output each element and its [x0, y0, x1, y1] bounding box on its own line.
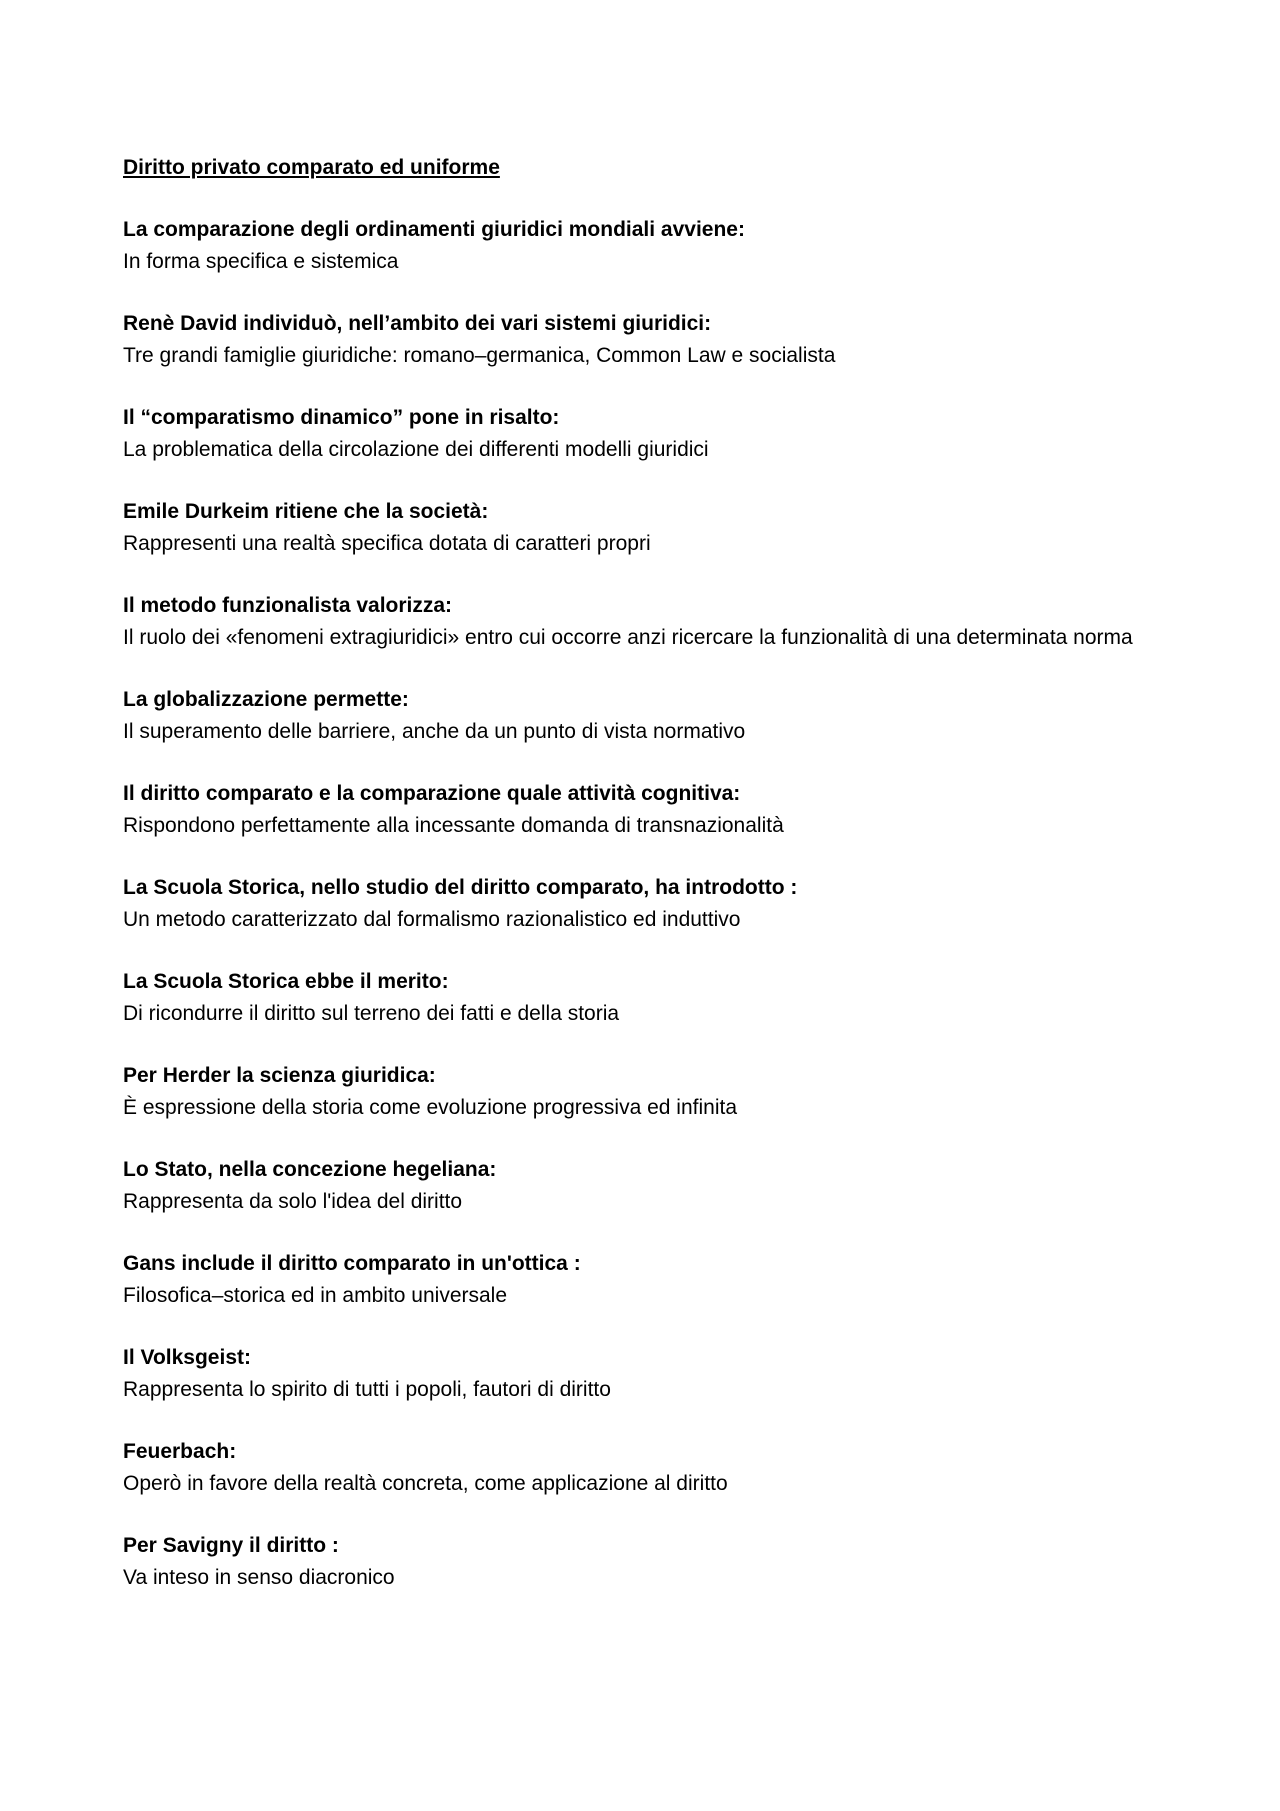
question-text: La comparazione degli ordinamenti giuridici mondiali avviene: — [123, 218, 745, 241]
qa-item — [123, 1342, 1163, 1406]
question-text: Feuerbach: — [123, 1440, 237, 1463]
answer-text: Rispondono perfettamente alla incessante domanda di transnazionalità — [123, 814, 784, 837]
answer-text: È espressione della storia come evoluzione progressiva ed infinita — [123, 1096, 738, 1119]
document-title: Diritto privato comparato ed uniforme — [123, 156, 500, 179]
qa-item — [123, 590, 1163, 654]
question-text: Per Herder la scienza giuridica: — [123, 1064, 436, 1087]
question-text: Il metodo funzionalista valorizza: — [123, 594, 453, 617]
document-page — [123, 152, 1163, 1624]
question-text: Gans include il diritto comparato in un'ottica : — [123, 1252, 581, 1275]
qa-item — [123, 214, 1163, 278]
qa-item — [123, 1248, 1163, 1312]
answer-text: Il superamento delle barriere, anche da un punto di vista normativo — [123, 720, 746, 743]
answer-text: Un metodo caratterizzato dal formalismo razionalistico ed induttivo — [123, 908, 741, 931]
qa-item — [123, 966, 1163, 1030]
answer-text: Rappresenta lo spirito di tutti i popoli, fautori di diritto — [123, 1378, 611, 1401]
qa-item — [123, 496, 1163, 560]
question-text: Il “comparatismo dinamico” pone in risalto: — [123, 406, 560, 429]
question-text: La Scuola Storica, nello studio del diritto comparato, ha introdotto : — [123, 876, 798, 899]
answer-text: Operò in favore della realtà concreta, come applicazione al diritto — [123, 1472, 728, 1495]
question-text: Emile Durkeim ritiene che la società: — [123, 500, 489, 523]
qa-item — [123, 1060, 1163, 1124]
qa-item — [123, 778, 1163, 842]
qa-item — [123, 684, 1163, 748]
question-text: La globalizzazione permette: — [123, 688, 409, 711]
question-text: Per Savigny il diritto : — [123, 1534, 339, 1557]
answer-text: Filosofica–storica ed in ambito universale — [123, 1284, 508, 1307]
question-text: La Scuola Storica ebbe il merito: — [123, 970, 449, 993]
answer-text: Va inteso in senso diacronico — [123, 1566, 395, 1589]
question-text: Renè David individuò, nell’ambito dei vari sistemi giuridici: — [123, 312, 712, 335]
question-text: Il diritto comparato e la comparazione quale attività cognitiva: — [123, 782, 741, 805]
answer-text: Di ricondurre il diritto sul terreno dei fatti e della storia — [123, 1002, 620, 1025]
qa-item — [123, 308, 1163, 372]
answer-text: In forma specifica e sistemica — [123, 250, 399, 273]
qa-item — [123, 872, 1163, 936]
question-text: Lo Stato, nella concezione hegeliana: — [123, 1158, 497, 1181]
question-text: Il Volksgeist: — [123, 1346, 251, 1369]
qa-item — [123, 1530, 1163, 1594]
qa-item — [123, 402, 1163, 466]
qa-item — [123, 1436, 1163, 1500]
answer-text: Tre grandi famiglie giuridiche: romano–germanica, Common Law e socialista — [123, 344, 836, 367]
answer-text: Rappresenti una realtà specifica dotata di caratteri propri — [123, 532, 651, 555]
answer-text: Il ruolo dei «fenomeni extragiuridici» entro cui occorre anzi ricercare la funzionalità di una determinata norma — [123, 626, 1133, 649]
qa-item — [123, 1154, 1163, 1218]
answer-text: Rappresenta da solo l'idea del diritto — [123, 1190, 463, 1213]
answer-text: La problematica della circolazione dei differenti modelli giuridici — [123, 438, 709, 461]
